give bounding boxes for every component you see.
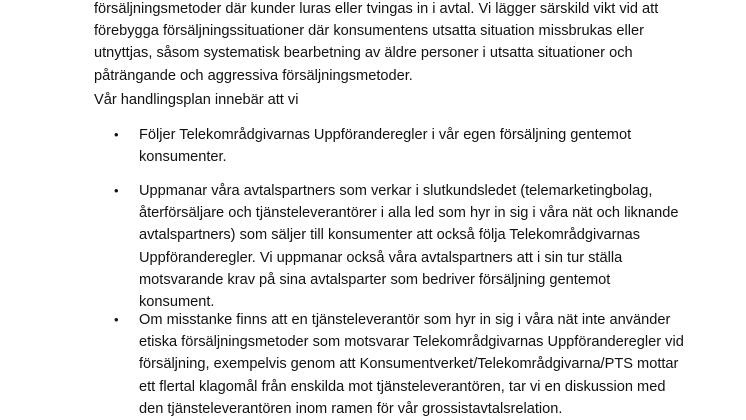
bullet-line: den tjänsteleverantören inom ramen för vår grossistavtalsrelation. xyxy=(139,400,563,417)
intro-line: försäljningsmetoder där kunder luras eller tvingas in i avtal. Vi lägger särskild vikt vid att xyxy=(94,1,659,17)
bullet-icon: • xyxy=(114,183,119,198)
bullet-line: ett flertal klagomål från enskilda mot tjänsteleverantören, tar vi en diskussion med xyxy=(139,378,666,395)
intro-line: utnyttjas, såsom systematisk bearbetning av äldre personer i utsatta situationer och xyxy=(94,45,633,62)
bullet-line: Uppföranderegler. Vi uppmanar också våra avtalspartners att i sin tur ställa xyxy=(139,249,623,266)
bullet-text xyxy=(139,124,714,168)
bullet-line: Följer Telekområdgivarnas Uppföranderegler i vår egen försäljning gentemot xyxy=(139,127,632,143)
bullet-line: motsvarande krav på sina avtalsparter som bedriver försäljning gentemot xyxy=(139,271,611,288)
bullet-line: Uppmanar våra avtalspartners som verkar i slutkundsledet (telemarketingbolag, xyxy=(139,183,653,199)
bullet-icon: • xyxy=(114,127,119,142)
bullet-line: återförsäljare och tjänsteleverantörer i alla led som hyr in sig i våra nät och liknande xyxy=(139,205,679,222)
bullet-line: konsumenter. xyxy=(139,149,227,166)
bullet-line: etiska försäljningsmetoder som motsvarar Telekområdgivarnas Uppföranderegler vid xyxy=(139,334,684,351)
bullet-icon: • xyxy=(114,312,119,327)
intro-line: påträngande och aggressiva försäljningsmetoder. xyxy=(94,67,413,84)
intro-line: förebygga försäljningssituationer där konsumentens utsatta situation missbrukas eller xyxy=(94,23,644,40)
bullet-line: konsument. xyxy=(139,294,215,311)
bullet-line: försäljning, exempelvis genom att Konsumentverket/Telekområdgivarna/PTS mottar xyxy=(139,356,679,373)
bullet-line: avtalspartners) som säljer till konsumenter att också följa Telekområdgivarnas xyxy=(139,227,640,244)
intro-paragraph xyxy=(94,0,694,87)
bullet-text xyxy=(139,180,714,313)
bullet-line: Om misstanke finns att en tjänsteleverantör som hyr in sig i våra nät inte använder xyxy=(139,312,671,328)
plan-heading-paragraph xyxy=(94,89,694,111)
plan-heading: Vår handlingsplan innebär att vi xyxy=(94,92,299,108)
bullet-text xyxy=(139,309,714,420)
